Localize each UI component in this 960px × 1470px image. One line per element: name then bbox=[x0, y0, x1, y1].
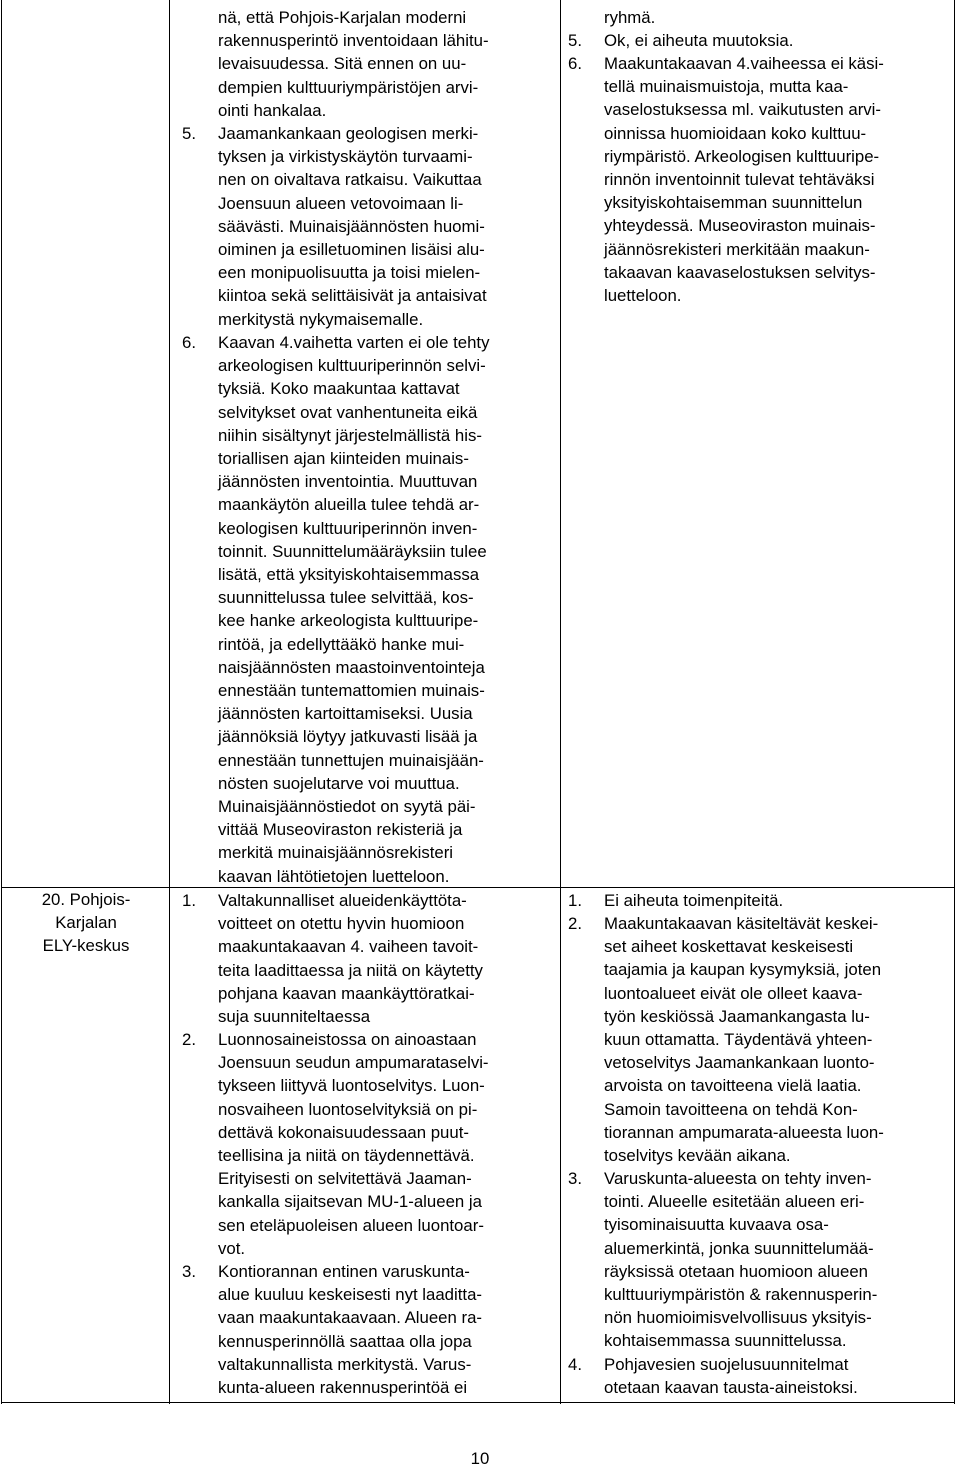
text-line: teita laadittaessa ja niitä on käytetty bbox=[218, 960, 483, 980]
item-number: 6. bbox=[182, 333, 196, 352]
item-number: 4. bbox=[568, 1355, 582, 1374]
text-line: naisjäännösten maastoinventointeja bbox=[218, 657, 485, 677]
item-number: 5. bbox=[182, 124, 196, 143]
item-number: 6. bbox=[568, 54, 582, 73]
text-line: valtakunnallista merkitystä. Varus- bbox=[218, 1354, 472, 1374]
text-line: rakennusperintö inventoidaan lähitu- bbox=[218, 31, 489, 51]
text-line: Maakuntakaavan käsiteltävät keskei- bbox=[604, 914, 879, 933]
text-line: kiintoa sekä selittäisivät ja antaisivat bbox=[218, 286, 487, 306]
item-number: 2. bbox=[568, 914, 582, 933]
text-line: aluemerkintä, jonka suunnittelumää- bbox=[604, 1238, 874, 1258]
text-line: Erityisesti on selvitettävä Jaaman- bbox=[218, 1169, 472, 1189]
text-line: dempien kulttuuriympäristöjen arvi- bbox=[218, 77, 479, 97]
text-line: kee hanke arkeologista kulttuuripe- bbox=[218, 611, 479, 631]
text-line: oinnissa huomioidaan koko kulttuu- bbox=[604, 123, 867, 143]
text-line: luetteloon. bbox=[604, 286, 682, 306]
response-item-continued bbox=[568, 6, 655, 29]
text-line: maakuntakaavan 4. vaiheen tavoit- bbox=[218, 937, 479, 957]
text-line: Ei aiheuta toimenpiteitä. bbox=[604, 891, 784, 910]
text-line: teellisina ja niitä on täydennettävä. bbox=[218, 1146, 475, 1166]
text-line: tykseen liittyvä luontoselvitys. Luon- bbox=[218, 1076, 485, 1096]
text-line: kohtaisemmassa suunnittelussa. bbox=[604, 1331, 847, 1351]
text-line: levaisuudessa. Sitä ennen on uu- bbox=[218, 54, 467, 74]
text-line: Kontiorannan entinen varuskunta- bbox=[218, 1262, 470, 1281]
text-line: jäännösrekisteri merkitään maakun- bbox=[604, 239, 870, 259]
text-line: ennestään tunnettujen muinaisjään- bbox=[218, 750, 484, 770]
text-line: toinnit. Suunnittelumääräyksiin tulee bbox=[218, 541, 487, 561]
text-line: ryhmä. bbox=[604, 8, 656, 27]
text-line: tiorannan ampumarata-alueesta luon- bbox=[604, 1122, 884, 1142]
text-line: kennusperinnöllä saattaa olla jopa bbox=[218, 1331, 472, 1351]
text-line: jäännösten kartoittamiseksi. Uusia bbox=[218, 704, 473, 724]
text-line: toriallisen ajan kiinteiden muinais- bbox=[218, 449, 469, 469]
text-line: Luonnosaineistossa on ainoastaan bbox=[218, 1030, 477, 1049]
text-line: ennestään tuntemattomien muinais- bbox=[218, 681, 485, 701]
text-line: niihin sisältynyt järjestelmällistä his- bbox=[218, 425, 482, 445]
response-item-3 bbox=[568, 1167, 877, 1353]
text-line: dettävä kokonaisuudessaan puut- bbox=[218, 1122, 469, 1142]
text-line: yhteydessä. Museoviraston muinais- bbox=[604, 216, 876, 236]
text-line: vot. bbox=[218, 1238, 246, 1258]
text-line: Maakuntakaavan 4.vaiheessa ei käsi- bbox=[604, 54, 884, 73]
text-line: Varuskunta-alueesta on tehty inven- bbox=[604, 1169, 872, 1188]
text-line: Pohjavesien suojelusuunnitelmat bbox=[604, 1355, 849, 1374]
text-line: kulttuuriympäristön & rakennusperin- bbox=[604, 1285, 878, 1305]
text-line: een monipuolisuutta ja toisi mielen- bbox=[218, 263, 481, 283]
response-item-1 bbox=[568, 889, 783, 912]
text-line: Karjalan bbox=[55, 913, 117, 933]
text-line: sen eteläpuoleisen alueen luontoar- bbox=[218, 1215, 484, 1235]
text-line: riympäristö. Arkeologisen kulttuuripe- bbox=[604, 146, 880, 166]
text-line: Kaavan 4.vaihetta varten ei ole tehty bbox=[218, 333, 490, 352]
text-line: maankäytön alueilla tulee tehdä ar- bbox=[218, 495, 480, 515]
feedback-item-2 bbox=[182, 1028, 489, 1260]
item-number: 3. bbox=[568, 1169, 582, 1188]
text-line: suja suunniteltaessa bbox=[218, 1007, 371, 1027]
text-line: otetaan kaavan tausta-aineistoksi. bbox=[604, 1378, 858, 1398]
text-line: lisätä, että yksityiskohtaisemmassa bbox=[218, 565, 480, 585]
text-line: kunta-alueen rakennusperintöä ei bbox=[218, 1378, 468, 1398]
text-line: merkitystä nykymaisemalle. bbox=[218, 309, 424, 329]
text-line: rinnön inventoinnit tulevat tehtäväksi bbox=[604, 170, 875, 190]
text-line: räyksissä otetaan huomioon alueen bbox=[604, 1261, 869, 1281]
text-line: tyksen ja virkistyskäytön turvaami- bbox=[218, 147, 473, 167]
text-line: pohjana kaavan maankäyttöratkai- bbox=[218, 983, 475, 1003]
text-line: kaavan lähtötietojen luetteloon. bbox=[218, 866, 450, 886]
item-number: 1. bbox=[182, 891, 196, 910]
response-item-2 bbox=[568, 912, 884, 1167]
text-line: nä, että Pohjois-Karjalan moderni bbox=[218, 8, 467, 27]
text-line: luontoalueet eivät ole olleet kaava- bbox=[604, 983, 863, 1003]
text-line: tyksiä. Koko maakuntaa kattavat bbox=[218, 379, 460, 399]
text-line: arvoista on tavoitteena vielä laatia. bbox=[604, 1076, 862, 1096]
text-line: nösten suojelutarve voi muuttua. bbox=[218, 773, 460, 793]
feedback-item-continued bbox=[182, 6, 489, 122]
text-line: taajamia ja kaupan kysymyksiä, joten bbox=[604, 960, 882, 980]
text-line: set aiheet koskettavat keskeisesti bbox=[604, 937, 854, 957]
table-border-right bbox=[954, 0, 955, 1404]
feedback-item-5 bbox=[182, 122, 487, 331]
text-line: Joensuun alueen vetovoimaan li- bbox=[218, 193, 464, 213]
text-line: säävästi. Muinaisjäännösten huomi- bbox=[218, 216, 485, 236]
text-line: selvitykset ovat vanhentuneita eikä bbox=[218, 402, 478, 422]
text-line: vaselostuksessa ml. vaikutusten arvi- bbox=[604, 100, 881, 120]
text-line: Jaamankankaan geologisen merki- bbox=[218, 124, 479, 143]
text-line: jäännöksiä löytyy jatkuvasti lisää ja bbox=[218, 727, 478, 747]
table-border-bottom bbox=[1, 1402, 955, 1403]
feedback-item-3 bbox=[182, 1260, 482, 1399]
text-line: toselvitys kevään aikana. bbox=[604, 1146, 791, 1166]
text-line: merkitä muinaisjäännösrekisteri bbox=[218, 843, 454, 863]
text-line: Muinaisjäännöstiedot on syytä päi- bbox=[218, 797, 476, 817]
response-item-4 bbox=[568, 1353, 858, 1399]
text-line: arkeologisen kulttuuriperinnön selvi- bbox=[218, 356, 486, 376]
text-line: Valtakunnalliset alueidenkäyttöta- bbox=[218, 891, 467, 910]
text-line: alue kuuluu keskeisesti nyt laaditta- bbox=[218, 1285, 482, 1305]
text-line: ointi hankalaa. bbox=[218, 100, 327, 120]
page-number: 10 bbox=[470, 1449, 490, 1468]
text-line: ELY-keskus bbox=[42, 936, 130, 956]
text-line: nosvaiheen luontoselvityksiä on pi- bbox=[218, 1099, 478, 1119]
item-number: 3. bbox=[182, 1262, 196, 1281]
table-column-divider-2 bbox=[560, 0, 561, 1404]
text-line: tointi. Alueelle esitetään alueen eri- bbox=[604, 1192, 865, 1212]
text-line: keologisen kulttuuriperinnön inven- bbox=[218, 518, 478, 538]
text-line: rintöä, ja edellyttääkö hanke mui- bbox=[218, 634, 465, 654]
text-line: jäännösten inventointia. Muuttuvan bbox=[218, 472, 478, 492]
text-line: vaan maakuntakaavaan. Alueen ra- bbox=[218, 1308, 483, 1328]
feedback-item-1 bbox=[182, 889, 483, 1028]
text-line: Ok, ei aiheuta muutoksia. bbox=[604, 31, 794, 50]
item-number: 2. bbox=[182, 1030, 196, 1049]
text-line: nen on oivaltava ratkaisu. Vaikuttaa bbox=[218, 170, 482, 190]
text-line: suunnittelussa tulee selvittää, kos- bbox=[218, 588, 474, 608]
text-line: tellä muinaismuistoja, mutta kaa- bbox=[604, 77, 849, 97]
text-line: nön huomioimisvelvollisuus yksityis- bbox=[604, 1308, 872, 1328]
text-line: yksityiskohtaisemman suunnittelun bbox=[604, 193, 863, 213]
response-item-6 bbox=[568, 52, 884, 307]
text-line: kankalla sijaitsevan MU-1-alueen ja bbox=[218, 1192, 482, 1212]
text-line: vetoselvitys Jaamankankaan luonto- bbox=[604, 1053, 875, 1073]
text-line: takaavan kaavaselostuksen selvitys- bbox=[604, 262, 876, 282]
text-line: tyisominaisuutta kuvaava osa- bbox=[604, 1215, 829, 1235]
text-line: 20. Pohjois- bbox=[41, 890, 131, 909]
table-border-left bbox=[1, 0, 2, 1404]
feedback-item-6 bbox=[182, 331, 489, 888]
text-line: Samoin tavoitteena on tehdä Kon- bbox=[604, 1099, 858, 1119]
item-number: 5. bbox=[568, 31, 582, 50]
response-item-5 bbox=[568, 29, 793, 52]
text-line: voitteet on otettu hyvin huomioon bbox=[218, 914, 465, 934]
text-line: oiminen ja esilletuominen lisäisi alu- bbox=[218, 240, 485, 260]
text-line: työn keskiössä Jaamankangasta lu- bbox=[604, 1006, 870, 1026]
table-column-divider-1 bbox=[169, 0, 170, 1404]
organization-name bbox=[7, 888, 165, 958]
text-line: kuun ottamatta. Täydentävä yhteen- bbox=[604, 1030, 873, 1050]
text-line: vittää Museoviraston rekisteriä ja bbox=[218, 820, 463, 840]
text-line: Joensuun seudun ampumarataselvi- bbox=[218, 1053, 489, 1073]
item-number: 1. bbox=[568, 891, 582, 910]
